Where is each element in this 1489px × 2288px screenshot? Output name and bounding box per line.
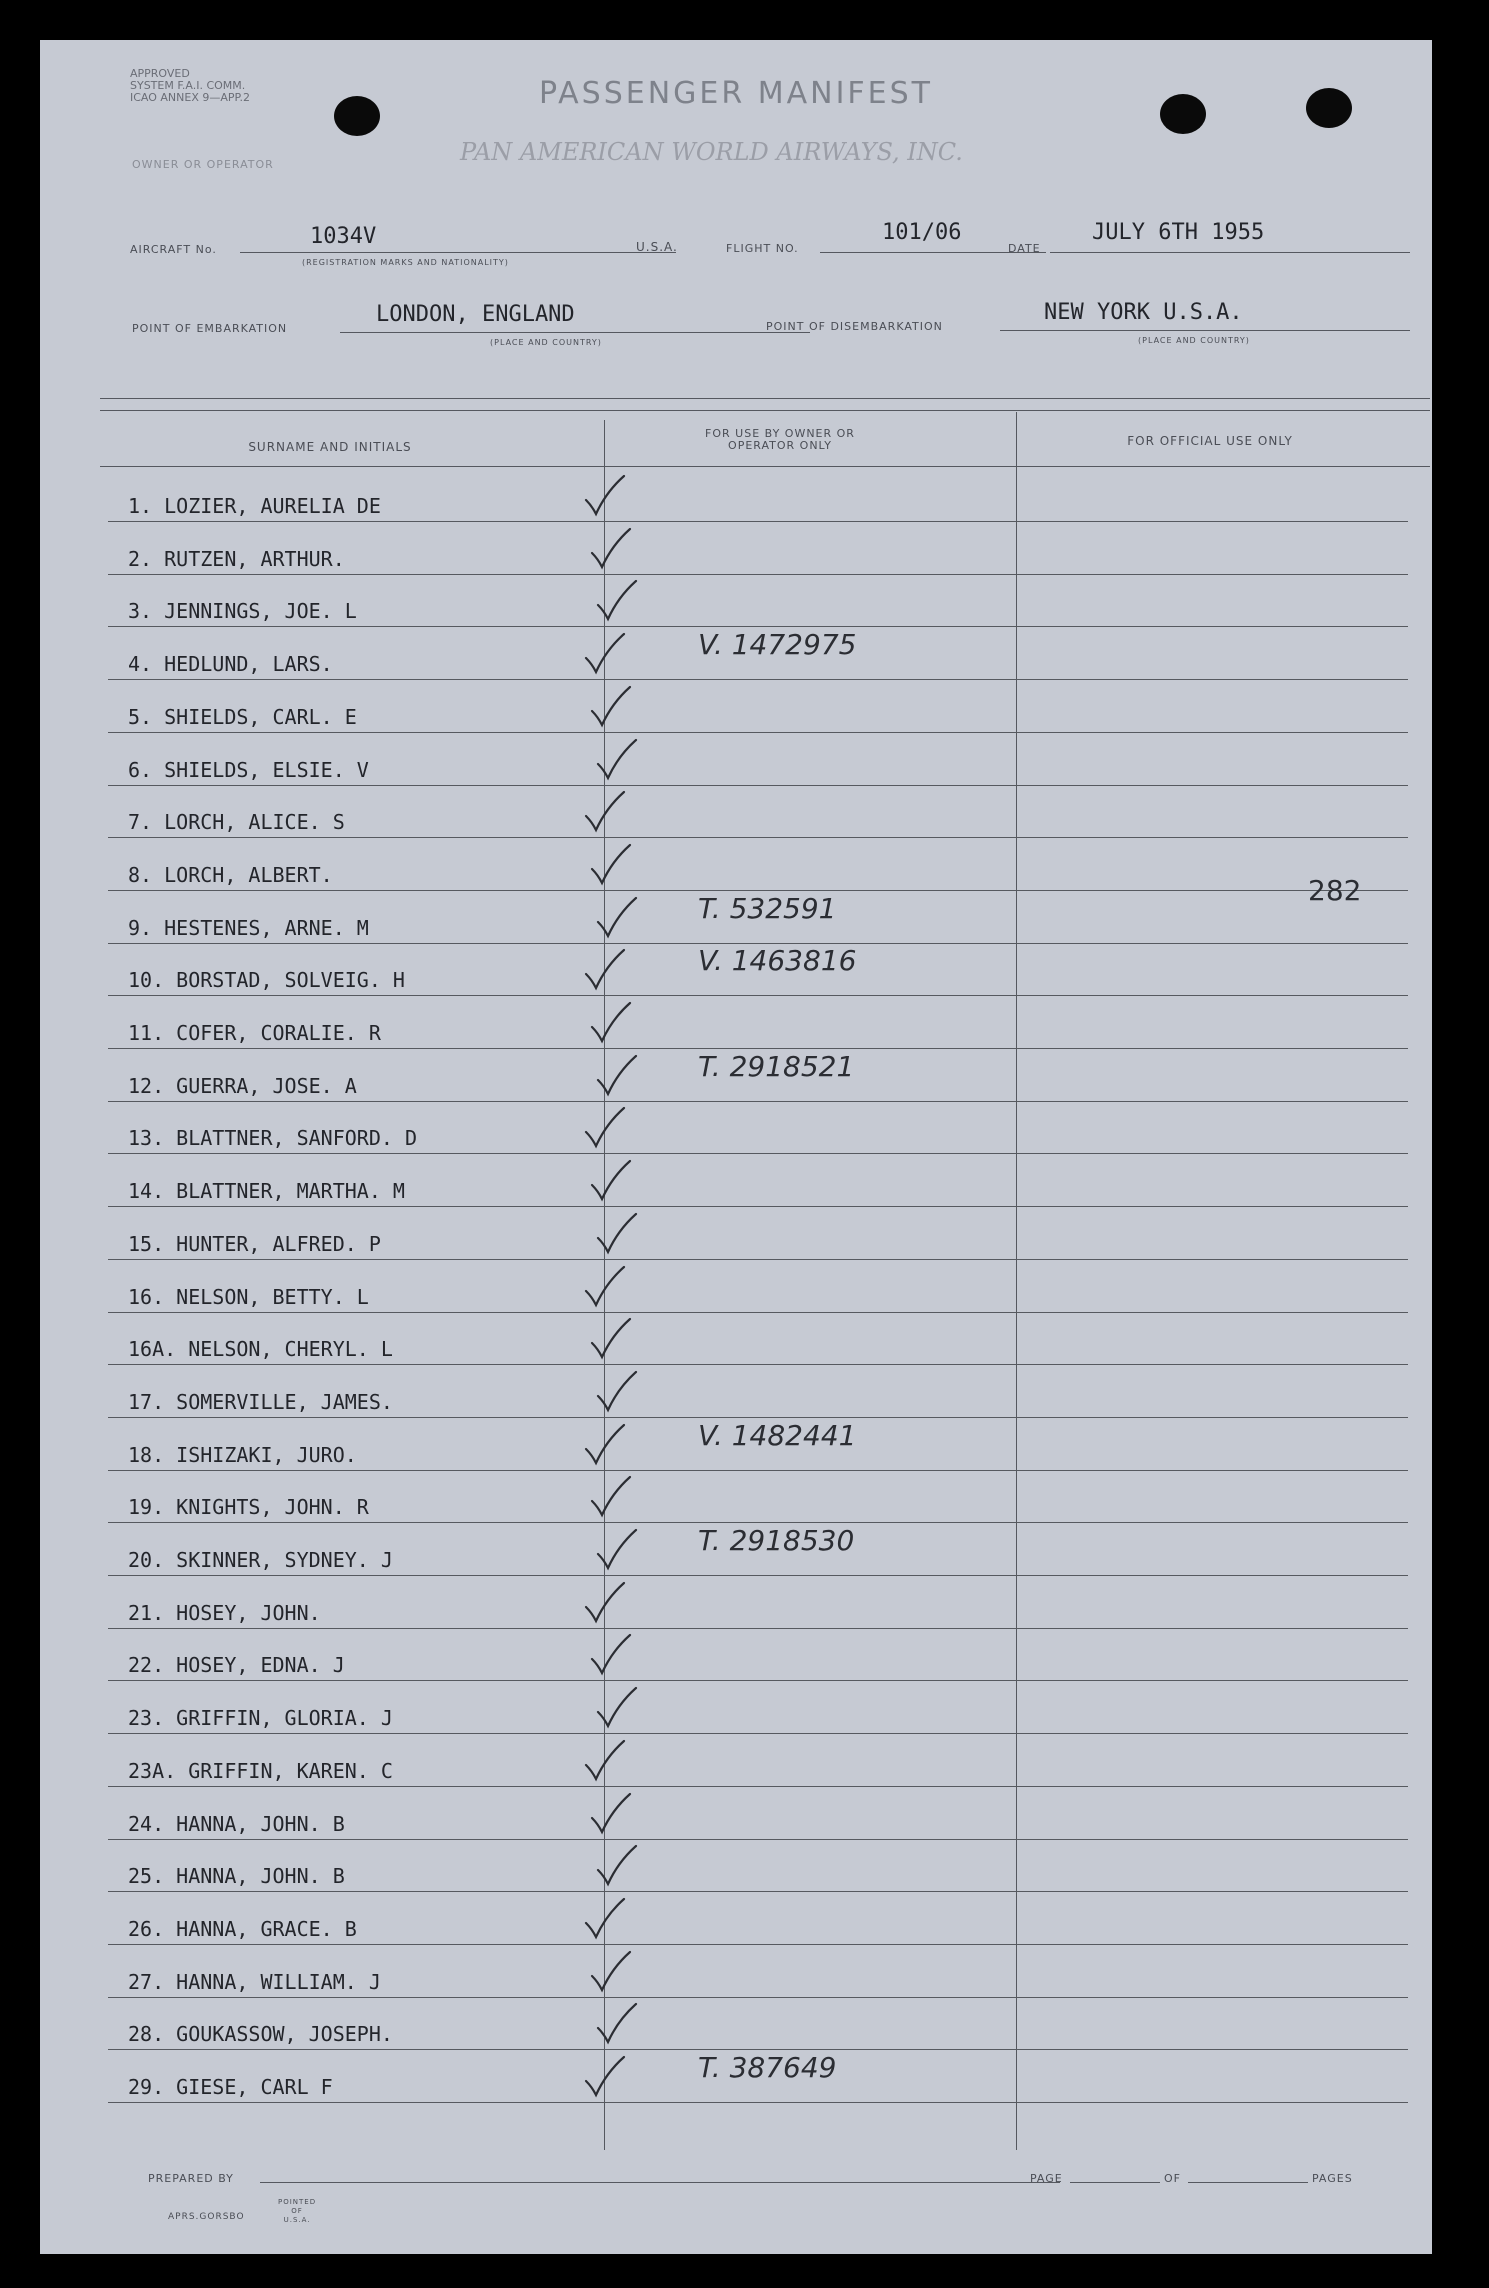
col-names-header: SURNAME AND INITIALS [248,440,412,454]
check-mark-icon [580,1419,630,1471]
passenger-name [128,1232,381,1256]
table-row [108,1629,1408,1681]
check-mark-icon [592,734,642,786]
passenger-number: 5. [128,704,153,729]
passenger-surname-initials: BLATTNER, SANFORD. D [176,1126,417,1151]
embark-value: LONDON, ENGLAND [376,302,575,327]
owner-note: V. 1482441 [698,1418,857,1452]
passenger-number: 16A. [128,1337,177,1362]
passenger-number: 16. [128,1284,165,1309]
passenger-surname-initials: BLATTNER, MARTHA. M [176,1179,405,1204]
table-row [108,786,1408,838]
table-row [108,734,1408,786]
check-mark-icon [580,1735,630,1787]
passenger-number: 12. [128,1073,165,1098]
passenger-surname-initials: NELSON, BETTY. L [176,1284,369,1309]
passenger-name [128,2022,393,2046]
table-row [108,1471,1408,1523]
passenger-name [128,863,333,887]
passenger-number: 25. [128,1864,165,1889]
table-row [108,575,1408,627]
passenger-surname-initials: LOZIER, AURELIA DE [164,494,381,518]
check-mark-icon [586,681,636,733]
table-row [108,944,1408,996]
check-mark-icon [580,628,630,680]
official-note: 282 [1308,873,1362,907]
owner-note: T. 387649 [698,2051,837,2084]
passenger-number: 17. [128,1389,165,1414]
passenger-name [128,494,381,518]
check-mark-icon [586,1629,636,1681]
passenger-surname-initials: NELSON, CHERYL. L [188,1337,393,1362]
col-official-header: FOR OFFICIAL USE ONLY [1127,434,1293,448]
passenger-name [128,547,345,571]
passenger-name [128,652,333,676]
owner-note: V. 1472975 [698,628,857,662]
passenger-surname-initials: GOUKASSOW, JOSEPH. [176,2022,393,2047]
passenger-number: 29. [128,2075,165,2099]
table-row [108,1577,1408,1629]
embark-sub: (PLACE AND COUNTRY) [490,338,602,347]
passenger-name [128,1970,381,1994]
passenger-surname-initials: COFER, CORALIE. R [176,1021,381,1045]
passenger-number: 7. [128,810,153,835]
passenger-surname-initials: HANNA, GRACE. B [176,1916,357,1941]
check-mark-icon [586,1788,636,1840]
passenger-number: 26. [128,1916,165,1941]
table-row [108,1946,1408,1998]
passenger-surname-initials: HANNA, WILLIAM. J [176,1969,381,1994]
passenger-number: 21. [128,1600,165,1625]
table-row [108,523,1408,575]
table-row [108,681,1408,733]
owner-label: OWNER OR OPERATOR [132,158,274,171]
printer-stamp: POINTED OF U.S.A. [278,2198,317,2224]
passenger-name [128,1495,369,1519]
row-rule [108,2102,1408,2103]
passenger-number: 19. [128,1495,165,1520]
table-row [108,1682,1408,1734]
check-mark-icon [592,1050,642,1102]
passenger-name [128,1864,345,1888]
table-row [108,1788,1408,1840]
table-row [108,839,1408,891]
disembark-value: NEW YORK U.S.A. [1044,300,1243,325]
check-mark-icon [592,1208,642,1260]
passenger-name [128,1337,393,1361]
table-row [108,1524,1408,1576]
passenger-name [128,1812,345,1836]
table-row [108,470,1408,522]
passenger-number: 23. [128,1706,165,1731]
manifest-sheet [40,40,1432,2254]
passenger-number: 11. [128,1021,165,1045]
check-mark-icon [592,575,642,627]
table-row [108,1419,1408,1471]
check-mark-icon [586,1946,636,1998]
check-mark-icon [592,1682,642,1734]
passenger-number: 10. [128,968,165,993]
passenger-number: 1. [128,494,153,518]
passenger-name [128,1706,393,1730]
check-mark-icon [586,997,636,1049]
table-row [108,1735,1408,1787]
check-mark-icon [580,786,630,838]
check-mark-icon [580,944,630,996]
passenger-surname-initials: SHIELDS, CARL. E [164,704,357,729]
passenger-surname-initials: SOMERVILLE, JAMES. [176,1389,393,1414]
passenger-name [128,1759,393,1783]
check-mark-icon [586,839,636,891]
passenger-number: 22. [128,1653,165,1678]
passenger-surname-initials: HANNA, JOHN. B [176,1811,345,1836]
check-mark-icon [580,1261,630,1313]
passenger-name [128,758,369,782]
passenger-surname-initials: SKINNER, SYDNEY. J [176,1548,393,1572]
check-mark-icon [586,1471,636,1523]
owner-note: V. 1463816 [698,944,857,978]
col-owner-header: FOR USE BY OWNER OR OPERATOR ONLY [705,427,855,452]
passenger-name [128,1548,393,1572]
owner-note: T. 2918521 [698,1049,855,1083]
table-row [108,1366,1408,1418]
table-row [108,1998,1408,2050]
passenger-number: 24. [128,1811,165,1836]
check-mark-icon [580,1893,630,1945]
passenger-surname-initials: LORCH, ALBERT. [164,862,333,887]
owner-note: T. 2918530 [698,1524,855,1557]
passenger-number: 20. [128,1548,165,1572]
passenger-surname-initials: HOSEY, JOHN. [176,1600,321,1625]
passenger-name [128,2075,333,2099]
table-row [108,1050,1408,1102]
passenger-surname-initials: LORCH, ALICE. S [164,810,345,835]
passenger-surname-initials: RUTZEN, ARTHUR. [164,546,345,571]
check-mark-icon [580,1102,630,1154]
passenger-number: 23A. [128,1758,177,1783]
passenger-name [128,1074,357,1098]
aircraft-label: AIRCRAFT No. [130,243,217,256]
check-mark-icon [592,1366,642,1418]
passenger-name [128,1021,381,1045]
passenger-surname-initials: SHIELDS, ELSIE. V [164,757,369,782]
passenger-number: 8. [128,862,153,887]
date-label: DATE [1008,242,1041,255]
passenger-name [128,1917,357,1941]
table-row [108,997,1408,1049]
flight-label: FLIGHT NO. [726,242,799,255]
passenger-number: 15. [128,1231,165,1256]
passenger-name [128,916,369,940]
passenger-name [128,1390,393,1414]
passenger-surname-initials: KNIGHTS, JOHN. R [176,1495,369,1520]
passenger-number: 18. [128,1442,165,1467]
passenger-name [128,810,345,834]
date-value: JULY 6TH 1955 [1092,220,1265,245]
passenger-name [128,1653,345,1677]
table-row [108,1893,1408,1945]
table-row [108,1155,1408,1207]
passenger-number: 4. [128,652,153,677]
passenger-name [128,968,405,992]
table-row [108,2051,1408,2103]
table-row [108,1313,1408,1365]
passenger-surname-initials: HEDLUND, LARS. [164,652,333,677]
passenger-number: 6. [128,757,153,782]
check-mark-icon [586,1155,636,1207]
table-row [108,1102,1408,1154]
check-mark-icon [586,523,636,575]
passenger-surname-initials: HANNA, JOHN. B [176,1864,345,1889]
passenger-name [128,1126,417,1150]
owner-note: T. 532591 [698,891,837,925]
owner-value: PAN AMERICAN WORLD AIRWAYS, INC. [460,138,963,166]
table-row [108,1840,1408,1892]
prepared-label: PREPARED BY [148,2172,234,2185]
passenger-name [128,1285,369,1309]
disembark-label: POINT OF DISEMBARKATION [766,320,943,333]
passenger-surname-initials: GRIFFIN, GLORIA. J [176,1706,393,1731]
passenger-surname-initials: ISHIZAKI, JURO. [176,1442,357,1467]
embark-label: POINT OF EMBARKATION [132,322,288,335]
passenger-number: 9. [128,915,153,940]
aircraft-value: 1034V [310,224,377,249]
check-mark-icon [592,892,642,944]
pages-label: PAGES [1312,2172,1353,2185]
table-row [108,1261,1408,1313]
aircraft-sub: (REGISTRATION MARKS AND NATIONALITY) [302,258,509,267]
passenger-surname-initials: JENNINGS, JOE. L [164,599,357,624]
table-row [108,1208,1408,1260]
passenger-number: 27. [128,1969,165,1994]
check-mark-icon [586,1313,636,1365]
check-mark-icon [592,1840,642,1892]
passenger-surname-initials: GRIFFIN, KAREN. C [188,1758,393,1783]
check-mark-icon [592,1524,642,1576]
passenger-surname-initials: HOSEY, EDNA. J [176,1653,345,1678]
usa-label: U.S.A. [636,240,678,254]
page-label: PAGE [1030,2172,1063,2185]
approval-note: APPROVED SYSTEM F.A.I. COMM. ICAO ANNEX 9—APP.2 [130,67,250,104]
passenger-surname-initials: GIESE, CARL F [176,2075,333,2099]
of-label: OF [1164,2172,1181,2185]
table-row [108,628,1408,680]
passenger-surname-initials: HESTENES, ARNE. M [164,915,369,940]
flight-value: 101/06 [882,220,962,245]
passenger-number: 14. [128,1179,165,1204]
passenger-name [128,1443,357,1467]
passenger-number: 2. [128,546,153,571]
check-mark-icon [580,470,630,522]
passenger-surname-initials: GUERRA, JOSE. A [176,1073,357,1098]
passenger-number: 13. [128,1126,165,1151]
passenger-surname-initials: BORSTAD, SOLVEIG. H [176,968,405,993]
passenger-name [128,705,357,729]
disembark-sub: (PLACE AND COUNTRY) [1138,336,1250,345]
passenger-name [128,1601,321,1625]
passenger-name [128,1179,405,1203]
check-mark-icon [580,1577,630,1629]
check-mark-icon [592,1998,642,2050]
check-mark-icon [580,2051,630,2103]
passenger-name [128,599,357,623]
passenger-number: 28. [128,2022,165,2047]
passenger-number: 3. [128,599,153,624]
page-title: PASSENGER MANIFEST [538,76,934,111]
form-code: APRS.GORSBO [168,2212,245,2222]
passenger-surname-initials: HUNTER, ALFRED. P [176,1231,381,1256]
